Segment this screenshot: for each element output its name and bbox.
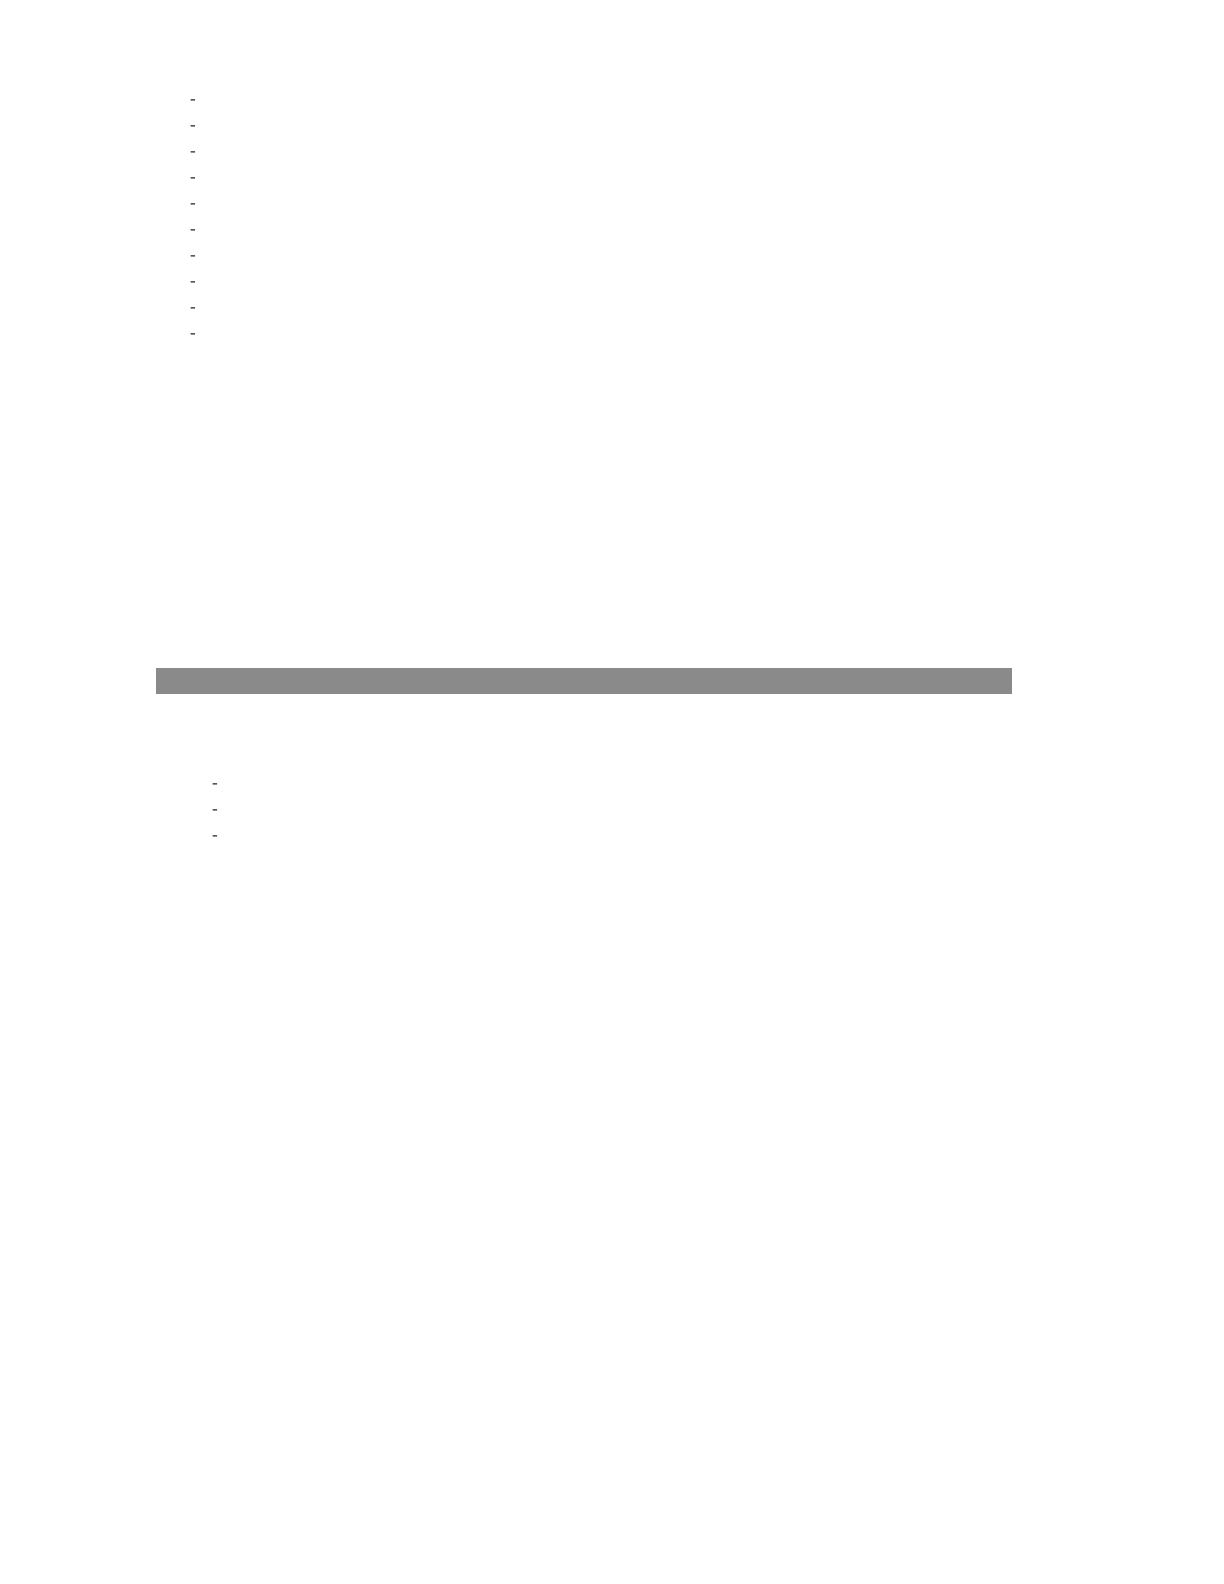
- list-item: [212, 796, 1032, 822]
- bullet-dash-icon: -: [212, 799, 218, 818]
- list-item: [188, 216, 1022, 242]
- body-paragraph: [182, 1052, 1032, 1078]
- bullet-dash-icon: -: [190, 323, 196, 342]
- list-item: [212, 770, 1032, 796]
- list-item: [188, 242, 1022, 268]
- list-item: [188, 268, 1022, 294]
- body-paragraph: [182, 1360, 1032, 1386]
- list-item: [212, 822, 1032, 848]
- list-item: [188, 164, 1022, 190]
- methodology-list: [212, 770, 1032, 848]
- bullet-dash-icon: -: [190, 115, 196, 134]
- bullet-dash-icon: -: [212, 773, 218, 792]
- bullet-dash-icon: -: [190, 297, 196, 316]
- list-item: [188, 112, 1022, 138]
- bullet-dash-icon: -: [212, 825, 218, 844]
- bullet-dash-icon: -: [190, 193, 196, 212]
- list-item: [188, 294, 1022, 320]
- list-item: [188, 138, 1022, 164]
- bullet-dash-icon: -: [190, 219, 196, 238]
- bullet-dash-icon: -: [190, 271, 196, 290]
- section-intro: [182, 720, 1032, 746]
- section-heading-bar: [156, 668, 1012, 694]
- bullet-dash-icon: -: [190, 141, 196, 160]
- bullet-dash-icon: -: [190, 89, 196, 108]
- objectives-list: [188, 86, 1022, 346]
- bullet-dash-icon: -: [190, 245, 196, 264]
- list-item: [188, 320, 1022, 346]
- list-item: [188, 86, 1022, 112]
- bullet-dash-icon: -: [190, 167, 196, 186]
- body-paragraph: [182, 1208, 1032, 1234]
- list-item: [188, 190, 1022, 216]
